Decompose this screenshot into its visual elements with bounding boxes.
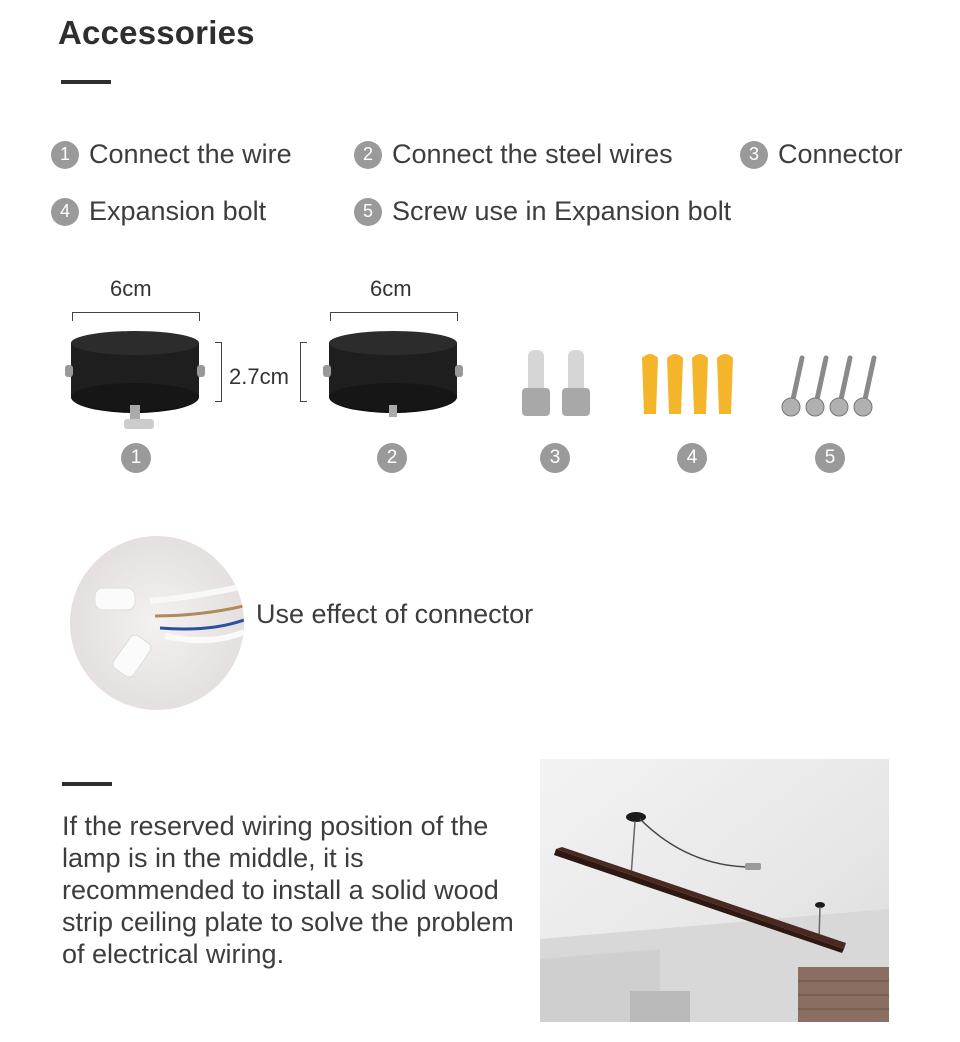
- legend-item-3: [740, 139, 903, 170]
- title-divider: [61, 80, 111, 84]
- page-title: Accessories: [58, 14, 255, 51]
- legend-badge-1: 1: [51, 141, 79, 169]
- legend-item-5: [354, 196, 731, 227]
- width-bracket-a: [72, 312, 200, 321]
- legend-badge-5: 5: [354, 198, 382, 226]
- item-badge-5: 5: [815, 443, 845, 473]
- legend-label-4: Expansion bolt: [89, 196, 267, 226]
- width-bracket-b: [330, 312, 458, 321]
- ceiling-canopy-2-image: [320, 325, 470, 425]
- ceiling-canopy-1-image: [62, 325, 212, 435]
- item-badge-3: 3: [540, 443, 570, 473]
- screws-image: [778, 352, 882, 418]
- height-bracket-left: [215, 342, 222, 402]
- connector-effect-caption: Use effect of connector: [256, 599, 534, 629]
- wire-connectors-image: [518, 348, 598, 420]
- note-divider: [62, 782, 112, 786]
- height-label: 2.7cm: [229, 364, 289, 389]
- legend-badge-3: 3: [740, 141, 768, 169]
- legend-label-2: Connect the steel wires: [392, 139, 673, 169]
- expansion-bolts-image: [638, 352, 742, 418]
- legend-label-3: Connector: [778, 139, 903, 169]
- item-badge-1: 1: [121, 443, 151, 473]
- legend-item-1: [51, 139, 292, 170]
- installed-lamp-photo: [540, 759, 889, 1022]
- width-label-a: 6cm: [110, 276, 152, 301]
- legend-label-1: Connect the wire: [89, 139, 292, 169]
- wiring-note: If the reserved wiring position of the lamp is in the middle, it is recommended to install a solid wood strip ceiling plate to solve the problem of electrical wiring.: [62, 811, 514, 969]
- legend-badge-4: 4: [51, 198, 79, 226]
- item-badge-2: 2: [377, 443, 407, 473]
- item-badge-4: 4: [677, 443, 707, 473]
- legend-badge-2: 2: [354, 141, 382, 169]
- width-label-b: 6cm: [370, 276, 412, 301]
- legend-label-5: Screw use in Expansion bolt: [392, 196, 732, 226]
- height-bracket-right: [300, 342, 307, 402]
- legend-item-2: [354, 139, 673, 170]
- legend-item-4: [51, 196, 266, 227]
- connector-effect-photo: [70, 536, 244, 710]
